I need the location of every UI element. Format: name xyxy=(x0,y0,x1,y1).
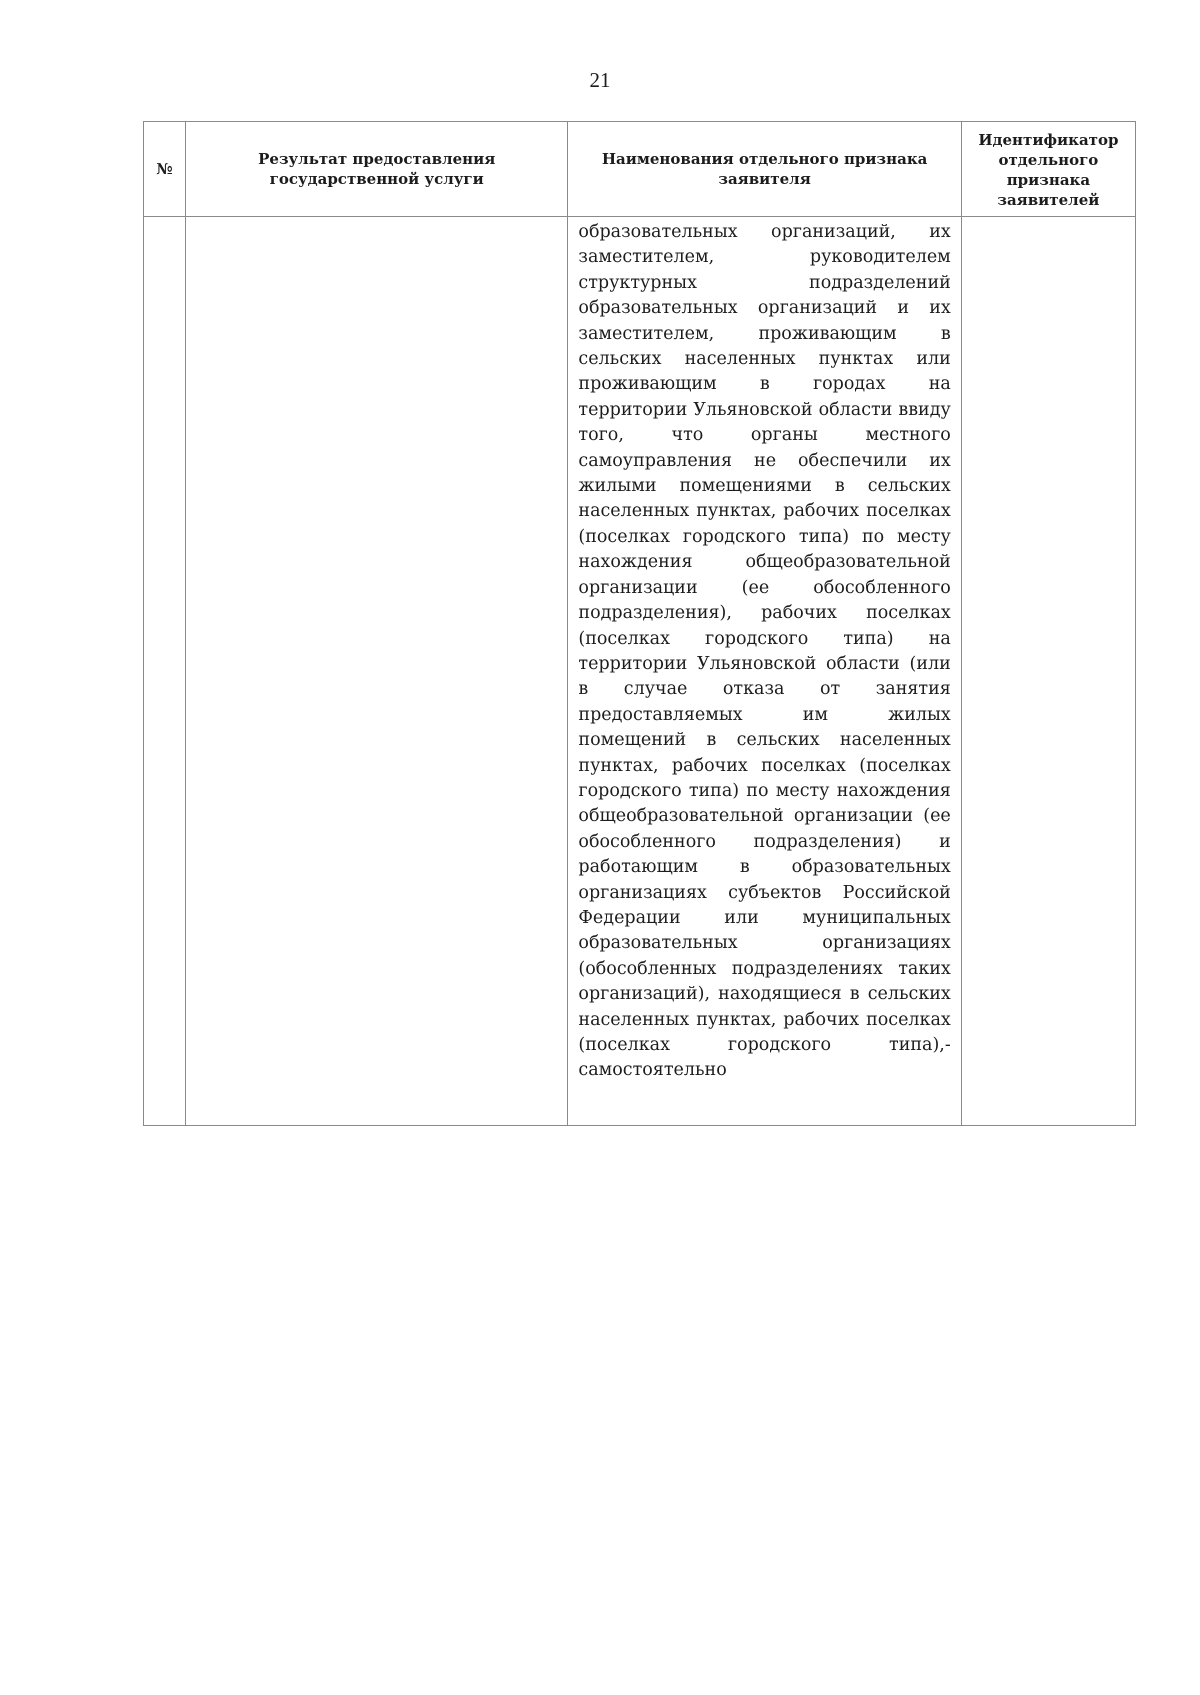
cell-attribute-name: образовательных организаций, их заместителем, руководителем структурных подразделений образовательных организаций и их заместителем, проживающим в сельских населенных пунктах или проживающим в городах на территории Ульяновской области ввиду того, что органы местного самоуправления не обеспечили их жилыми помещениями в сельских населенных пунктах, рабочих поселках (поселках городского типа) по месту нахождения общеобразовательной организации (ее обособленного подразделения), рабочих поселках (поселках городского типа) на территории Ульяновской области (или в случае отказа от занятия предоставляемых им жилых помещений в сельских населенных пунктах, рабочих поселках (поселках городского типа) по месту нахождения общеобразовательной организации (ее обособленного подразделения) и работающим в образовательных организациях субъектов Российской Федерации или муниципальных образовательных организациях (обособленных подразделениях таких организаций), находящиеся в сельских населенных пунктах, рабочих поселках (поселках городского типа),- самостоятельно xyxy=(568,217,961,1126)
header-attribute-name: Наименования отдельного признака заявителя xyxy=(568,122,961,217)
cell-attribute-identifier xyxy=(961,217,1135,1126)
header-service-result: Результат предоставления государственной услуги xyxy=(186,122,568,217)
header-attribute-identifier: Идентификатор отдельного признака заявителей xyxy=(961,122,1135,217)
cell-number xyxy=(144,217,186,1126)
table-row xyxy=(144,217,1136,1126)
cell-service-result xyxy=(186,217,568,1126)
table-header-row xyxy=(144,122,1136,217)
applicant-attributes-table xyxy=(143,121,1136,1126)
page-number: 21 xyxy=(589,68,611,92)
header-number: № xyxy=(144,122,186,217)
